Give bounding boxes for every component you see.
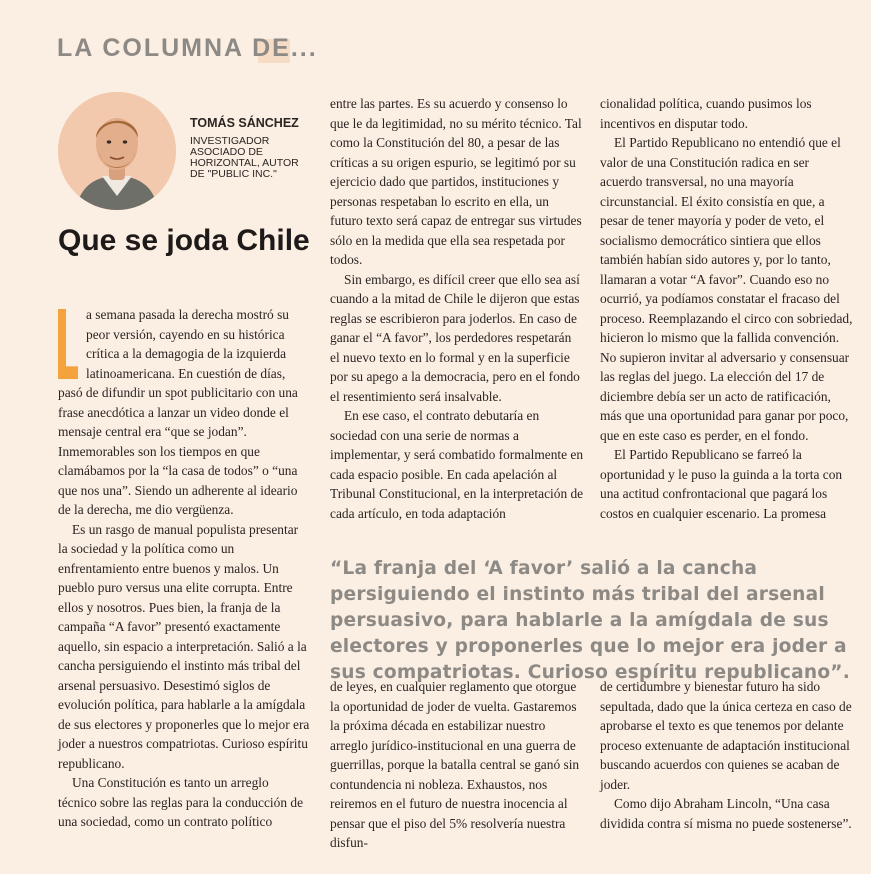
- paragraph-1: [58, 305, 310, 520]
- page-edge: [871, 0, 881, 874]
- paragraph-8: El Partido Republicano no entendió que el valor de una Constitución radica en ser acuerdo transversal, no una mayoría circunstancial. El éxito consistía en que, a pesar de tener mayoría y poder de veto, el socialismo democrático sintiera que ellos también habían sido autores y, por lo tanto, llamaran a votar “A favor”. Cuando eso no ocurrió, ya podíamos constatar el fracaso del proceso. Reemplazando el circo con sobriedad, hicieron lo mismo que la fallida convención. No supieron invitar al adversario y consensuar las reglas del juego. La elección del 17 de diciembre debía ser un acto de ratificación, más que una oportunidad para ganar por poco, que en este caso es perder, en el fondo.: [600, 135, 853, 443]
- paragraph-9: El Partido Republicano se farreó la oportunidad y le puso la guinda a la torta con una actitud confrontacional que pagará los costos en cualquier escenario. La promesa: [600, 447, 843, 521]
- section-title: LA COLUMNA DE...: [57, 34, 318, 62]
- dropcap-letter: [58, 309, 78, 379]
- paragraph-11: de certidumbre y bienestar futuro ha sido sepultada, dado que la única certeza en caso de aprobarse el texto es que tenemos por delante proceso extenuante de adaptación institucional buscando acuerdos con quienes se acaban de joder.: [600, 679, 852, 792]
- paragraph-4: entre las partes. Es su acuerdo y consenso lo que le da legitimidad, no su mérito técnico. Tal como la Constitución del 80, a pesar de las críticas a su origen espurio, se legitimó por su ejercicio dado que partidos, instituciones y personas respetaban lo escrito en ella, un futuro texto será capaz de entregar sus virtudes sólo en la medida que ella sea respetada por todos.: [330, 96, 582, 267]
- author-role: INVESTIGADOR ASOCIADO DE HORIZONTAL, AUTOR DE "PUBLIC INC.": [190, 135, 299, 180]
- article-headline: Que se joda Chile: [58, 224, 310, 257]
- article-column-5: [600, 677, 854, 833]
- paragraph-2: Es un rasgo de manual populista presentar la sociedad y la política como un enfrentamiento entre buenos y malos. Un pueblo puro versus una elite corrupta. Entre ellos y nosotros. Pues bien, la franja de la campaña “A favor” presentó exactamente aquello, sin espacio a interpretación. Salió a la cancha persiguiendo el instinto más tribal del arsenal persuasivo. Desestimó siglos de evolución política, para hablarle a la amígdala de sus electores y proponerles que lo mejor era joder a nuestros compatriotas. Curioso espíritu republicano.: [58, 521, 310, 771]
- article-column-1: [58, 305, 310, 832]
- paragraph-6: En ese caso, el contrato debutaría en sociedad con una serie de normas a implementar, y será combatido formalmente en cada espacio posible. En cada apelación al Tribunal Constitucional, en la interpretación de cada artículo, en toda adaptación: [330, 408, 584, 521]
- article-column-2: [330, 94, 584, 523]
- article-column-3: [600, 94, 854, 523]
- article-column-4: [330, 677, 584, 853]
- paragraph-5: Sin embargo, es difícil creer que ello sea así cuando a la mitad de Chile le dijeron que estas reglas se escribieron para joderlos. En caso de ganar el “A favor”, los perdedores respetarán el nuevo texto en lo formal y en la superficie por su apego a la democracia, pero en el fondo el resentimiento será insalvable.: [330, 271, 580, 404]
- paragraph-3: Una Constitución es tanto un arreglo técnico sobre las reglas para la conducción de una sociedad, como un contrato político: [58, 775, 304, 829]
- paragraph-7: cionalidad política, cuando pusimos los incentivos en disputar todo.: [600, 96, 812, 131]
- pull-quote: “La franja del ‘A favor’ salió a la cancha persiguiendo el instinto más tribal del arsenal persuasivo, para hablarle a la amígdala de sus electores y proponerles que lo mejor era joder a sus compatriotas. Curioso espíritu republicano”.: [330, 558, 850, 683]
- paragraph-1-text: a semana pasada la derecha mostró su peor versión, cayendo en su histórica crítica a la demagogia de la izquierda latinoamericana. En cuestión de días, pasó de difundir un spot publicitario con una frase anecdótica a lanzar un video donde el mensaje central era “que se jodan”. Inmemorables son los tiempos en que clamábamos por la “la casa de todos” o “una que nos una”. Siendo un adherente al ideario de la derecha, me dio vergüenza.: [58, 307, 298, 517]
- paragraph-10: de leyes, en cualquier reglamento que otorgue la oportunidad de joder de vuelta. Gastaremos la próxima década en estabilizar nuestro arreglo jurídico-institucional en una guerra de guerrillas, porque la batalla central se ganó sin contundencia ni nobleza. Exhaustos, nos reiremos en el futuro de nuestra inocencia al pensar que el piso del 5% resolvería nuestra disfun-: [330, 679, 580, 850]
- author-portrait-icon: [58, 92, 176, 210]
- author-name: TOMÁS SÁNCHEZ: [190, 116, 299, 130]
- paragraph-12: Como dijo Abraham Lincoln, “Una casa dividida contra sí misma no puede sostenerse”.: [600, 796, 852, 831]
